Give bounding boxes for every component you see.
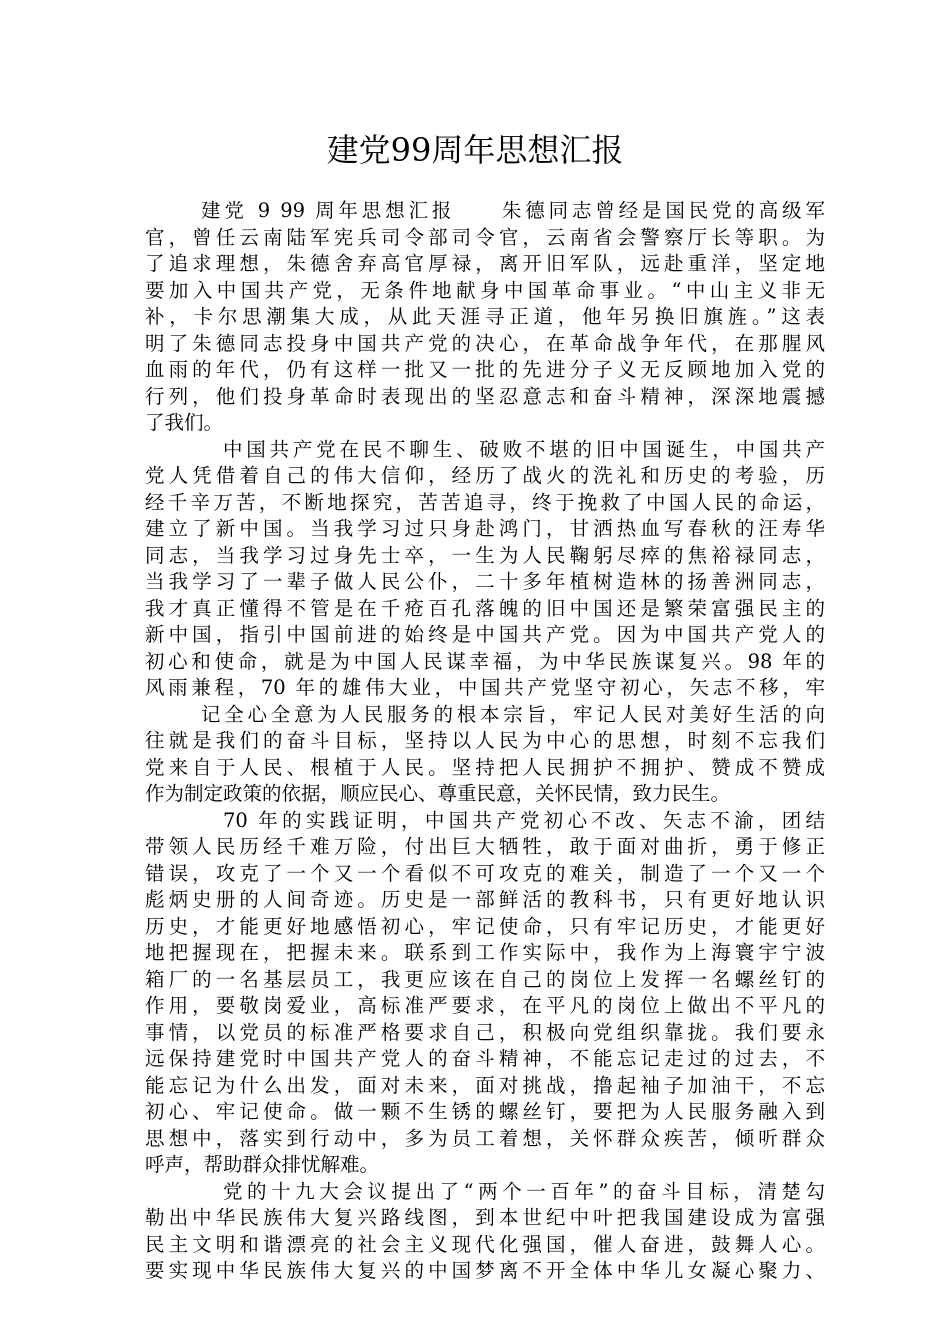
text-line: 要实现中华民族伟大复兴的中国梦离不开全体中华儿女凝心聚力、 — [145, 1259, 825, 1282]
text-line: 70 年的实践证明，中国共产党初心不改、矢志不渝，团结 — [223, 808, 825, 832]
text-line: 我才真正懂得不管是在千疮百孔落魄的旧中国还是繁荣富强民主的 — [145, 596, 825, 620]
text-line: 要加入中国共产党，无条件地献身中国革命事业。“中山主义非无 — [145, 278, 825, 302]
text-line: 新中国，指引中国前进的始终是中国共产党。因为中国共产党人的 — [145, 623, 825, 646]
text-line: 作为制定政策的依据，顺应民心、尊重民意，关怀民情，致力民生。 — [145, 782, 731, 805]
text-line: 建立了新中国。当我学习过只身赴鸿门，甘洒热血写春秋的汪寿华 — [145, 517, 825, 540]
text-line: 党来自于人民、根植于人民。坚持把人民拥护不拥护、赞成不赞成 — [145, 755, 825, 779]
text-line: 能忘记为什么出发，面对未来，面对挑战，撸起袖子加油干，不忘 — [145, 1073, 825, 1097]
text-line: 行列，他们投身革命时表现出的坚忍意志和奋斗精神，深深地震撼 — [145, 384, 825, 408]
text-line: 同志，当我学习过身先士卒，一生为人民鞠躬尽瘁的焦裕禄同志， — [145, 543, 825, 567]
text-line: 往就是我们的奋斗目标，坚持以人民为中心的思想，时刻不忘我们 — [145, 729, 825, 752]
document-body — [145, 198, 825, 1285]
text-line: 历史，才能更好地感悟初心，牢记使命，只有牢记历史，才能更好 — [145, 914, 825, 938]
text-line: 当我学习了一辈子做人民公仆，二十多年植树造林的扬善洲同志， — [145, 570, 825, 593]
text-line: 了我们。 — [145, 411, 224, 434]
text-line: 明了朱德同志投身中国共产党的决心，在革命战争年代，在那腥风 — [145, 331, 825, 355]
text-line: 带领人民历经千难万险，付出巨大牺牲，敢于面对曲折，勇于修正 — [145, 835, 825, 858]
text-line: 错误，攻克了一个又一个看似不可攻克的难关，制造了一个又一个 — [145, 861, 825, 885]
text-line: 远保持建党时中国共产党人的奋斗精神，不能忘记走过的过去，不 — [145, 1047, 825, 1070]
text-line: 党人凭借着自己的伟大信仰，经历了战火的洗礼和历史的考验，历 — [145, 464, 825, 487]
text-line: 初心、牢记使命。做一颗不生锈的螺丝钉，要把为人民服务融入到 — [145, 1100, 825, 1123]
page-title: 建党99周年思想汇报 — [326, 131, 624, 169]
text-line: 初心和使命，就是为中国人民谋幸福，为中华民族谋复兴。98 年的 — [145, 649, 825, 673]
text-line: 地把握现在，把握未来。联系到工作实际中，我作为上海寰宇宁波 — [145, 941, 825, 964]
text-line: 建党 9 99 周年思想汇报 朱德同志曾经是国民党的高级军 — [201, 199, 825, 222]
text-line: 事情，以党员的标准严格要求自己，积极向党组织靠拢。我们要永 — [145, 1020, 825, 1044]
text-line: 思想中，落实到行动中，多为员工着想，关怀群众疾苦，倾听群众 — [145, 1126, 825, 1150]
text-line: 民主文明和谐漂亮的社会主义现代化强国，催人奋进，鼓舞人心。 — [145, 1232, 825, 1256]
text-line: 了追求理想，朱德舍弃高官厚禄，离开旧军队，远赴重洋，坚定地 — [145, 252, 825, 275]
text-line: 补，卡尔思潮集大成，从此天涯寻正道，他年另换旧旗旌。”这表 — [145, 305, 825, 328]
text-line: 呼声，帮助群众排忧解难。 — [145, 1153, 380, 1176]
text-line: 党的十九大会议提出了“两个一百年”的奋斗目标，清楚勾 — [223, 1179, 825, 1203]
text-line: 官，曾任云南陆军宪兵司令部司令官，云南省会警察厅长等职。为 — [145, 225, 825, 249]
text-line: 血雨的年代，仍有这样一批又一批的先进分子义无反顾地加入党的 — [145, 358, 825, 381]
text-line: 记全心全意为人民服务的根本宗旨，牢记人民对美好生活的向 — [201, 702, 825, 726]
text-line: 风雨兼程，70 年的雄伟大业，中国共产党坚守初心，矢志不移，牢 — [145, 676, 825, 699]
text-line: 勒出中华民族伟大复兴路线图，到本世纪中叶把我国建设成为富强 — [145, 1206, 825, 1229]
text-line: 箱厂的一名基层员工，我更应该在自己的岗位上发挥一名螺丝钉的 — [145, 967, 825, 991]
text-line: 中国共产党在民不聊生、破败不堪的旧中国诞生，中国共产 — [223, 437, 825, 461]
text-line: 彪炳史册的人间奇迹。历史是一部鲜活的教科书，只有更好地认识 — [145, 888, 825, 911]
text-line: 作用，要敬岗爱业，高标准严要求，在平凡的岗位上做出不平凡的 — [145, 994, 825, 1017]
text-line: 经千辛万苦，不断地探究，苦苦追寻，终于挽救了中国人民的命运， — [145, 490, 825, 514]
